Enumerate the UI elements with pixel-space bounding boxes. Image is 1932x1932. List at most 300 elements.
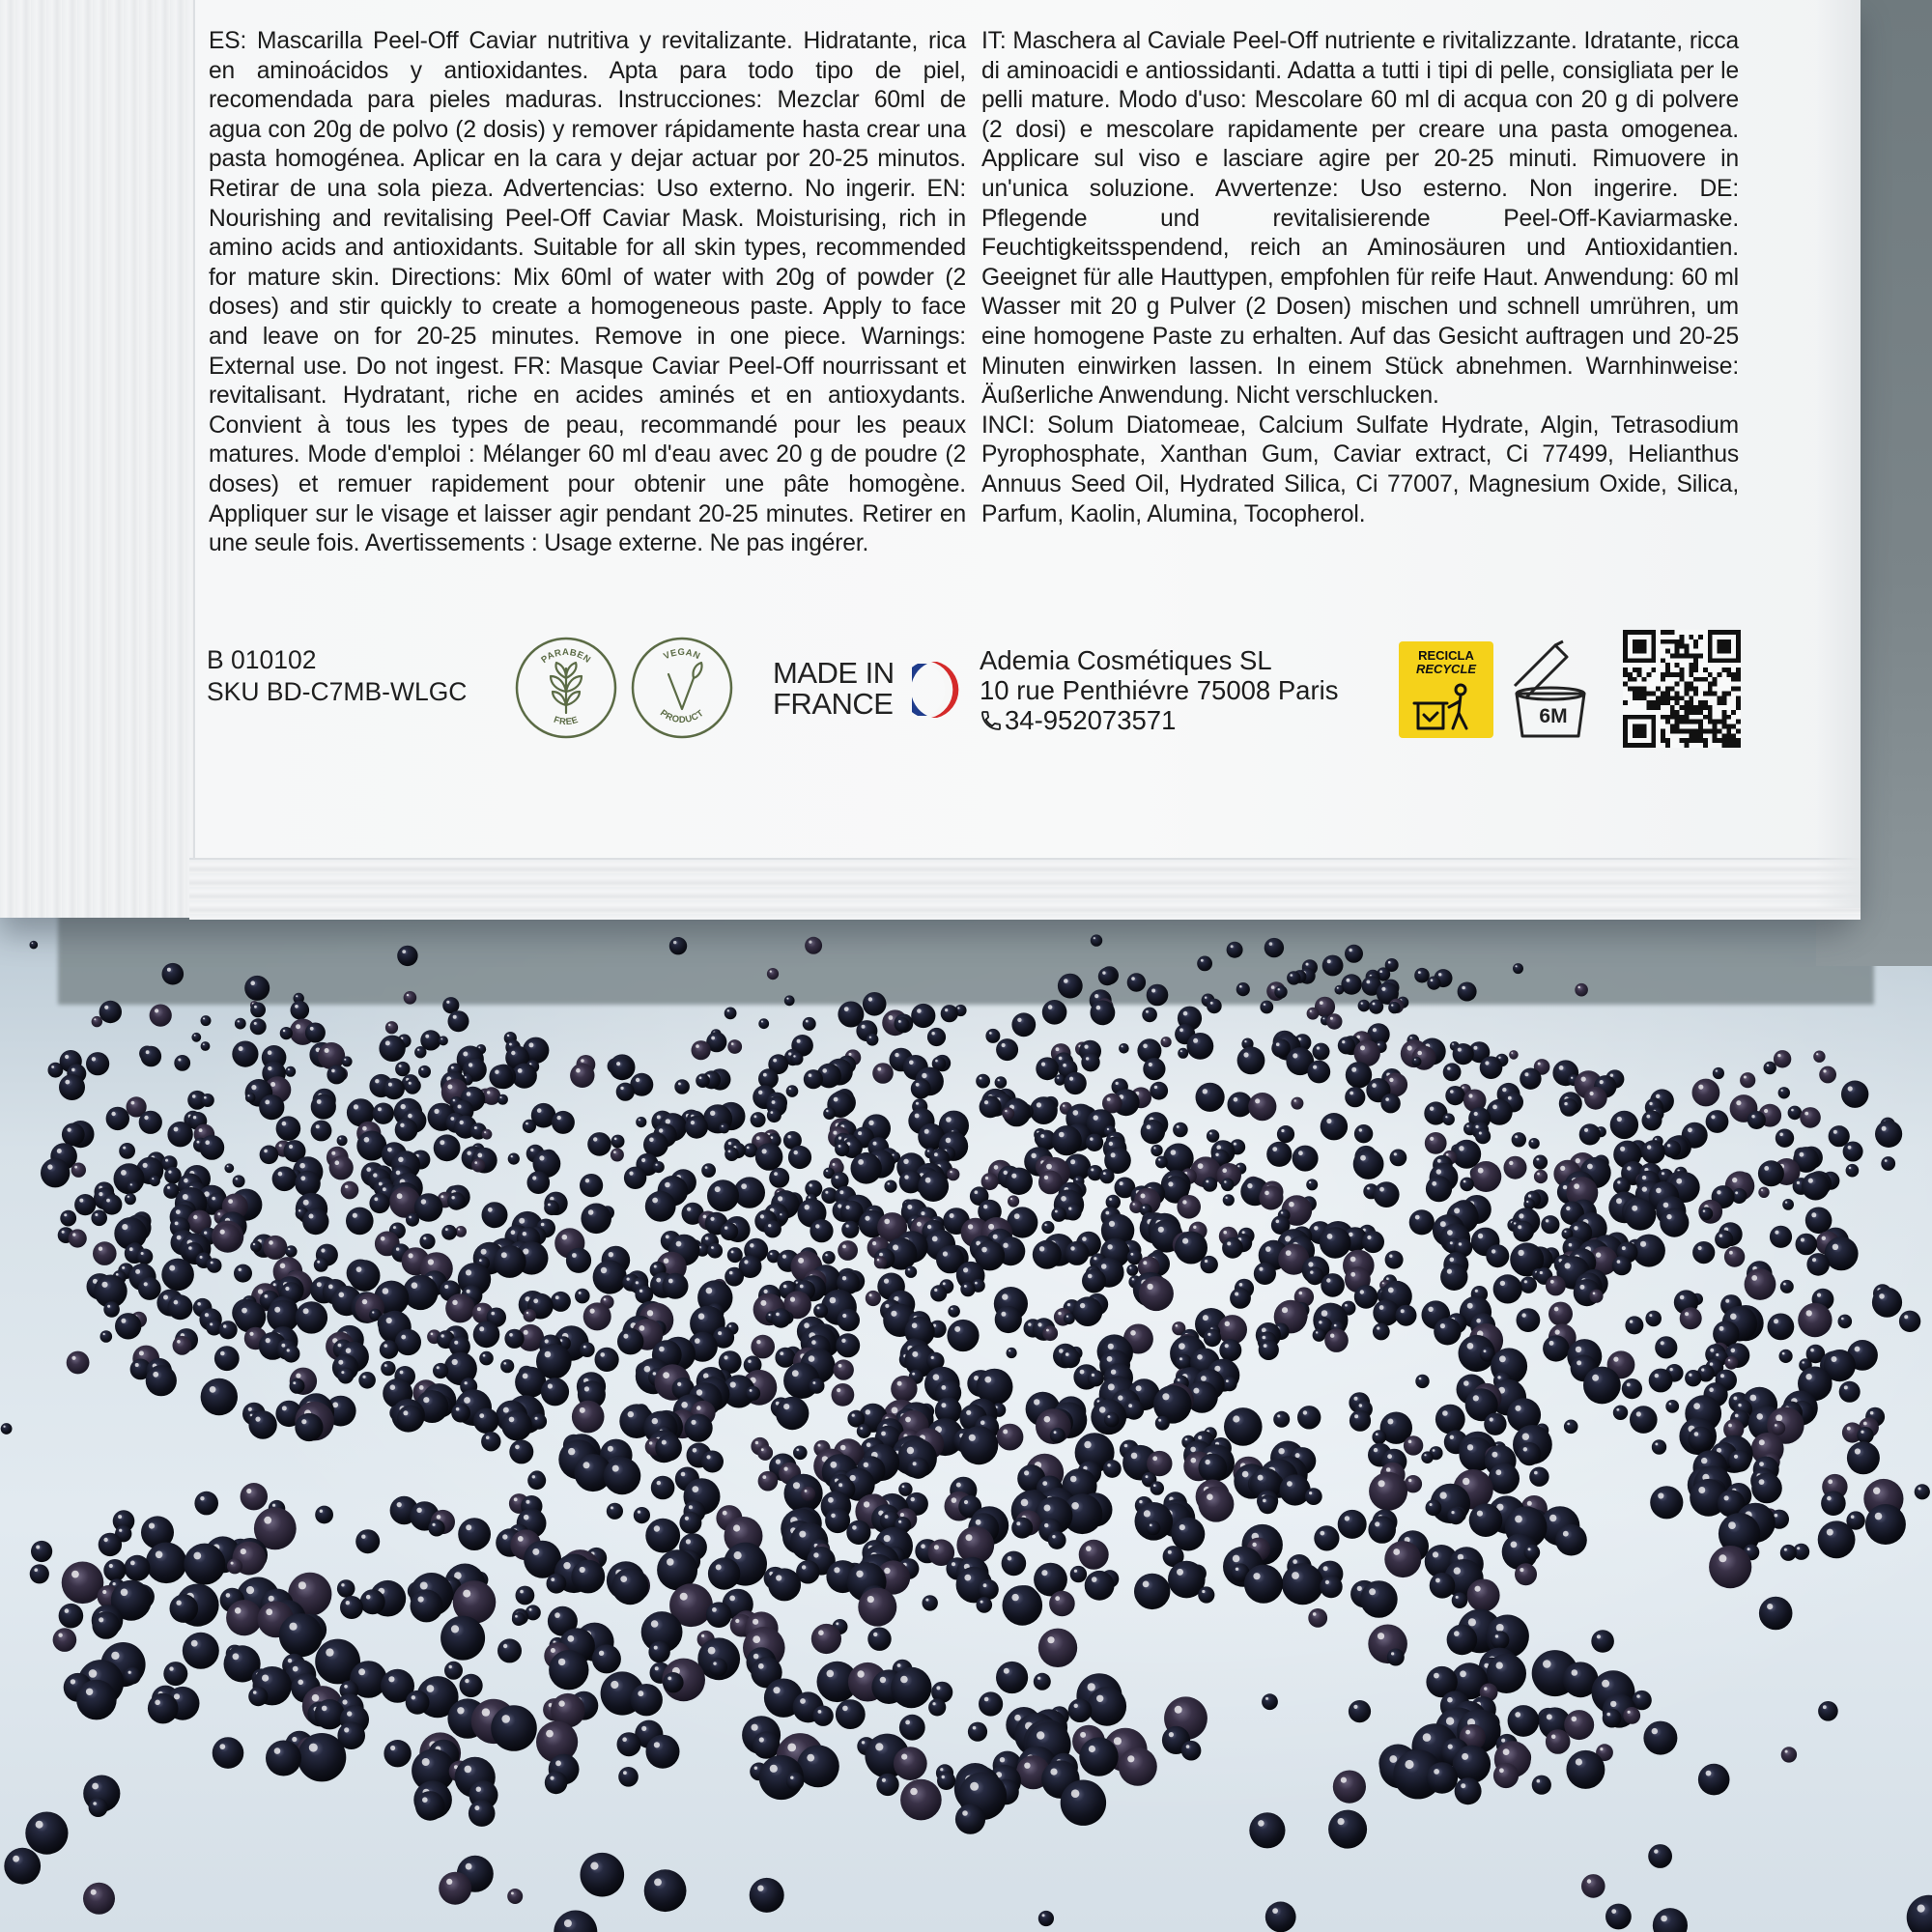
caviar-bead	[141, 1046, 162, 1067]
caviar-bead	[482, 1202, 508, 1228]
caviar-bead-highlight	[1193, 1226, 1196, 1229]
caviar-bead-highlight	[1827, 1529, 1833, 1536]
caviar-bead-highlight	[1272, 1147, 1277, 1151]
caviar-bead-highlight	[499, 1096, 501, 1098]
caviar-bead-highlight	[1447, 1697, 1453, 1703]
caviar-bead-highlight	[1239, 985, 1242, 988]
caviar-bead-highlight	[325, 1048, 329, 1053]
caviar-bead	[858, 1588, 896, 1627]
caviar-bead-highlight	[1183, 1011, 1188, 1016]
caviar-bead-highlight	[193, 1552, 201, 1560]
caviar-bead	[168, 1294, 193, 1320]
caviar-bead-highlight	[862, 1741, 865, 1744]
caviar-bead-highlight	[228, 1199, 233, 1204]
caviar-bead	[358, 1372, 376, 1389]
caviar-bead	[1579, 1123, 1601, 1145]
caviar-bead-highlight	[1394, 1152, 1397, 1155]
caviar-bead-highlight	[408, 1114, 412, 1119]
caviar-bead	[241, 1483, 268, 1510]
caviar-bead	[1224, 1407, 1263, 1446]
caviar-bead-highlight	[622, 1737, 627, 1742]
caviar-bead	[977, 1597, 993, 1613]
caviar-bead	[709, 1658, 727, 1676]
caviar-bead-highlight	[705, 1236, 708, 1239]
caviar-bead-highlight	[755, 1441, 758, 1444]
caviar-bead-highlight	[106, 1199, 110, 1203]
caviar-bead	[755, 1143, 783, 1171]
caviar-bead-highlight	[1044, 1224, 1046, 1226]
caviar-bead-highlight	[526, 1122, 528, 1125]
caviar-bead-highlight	[177, 1340, 181, 1344]
caviar-bead-highlight	[1885, 1159, 1888, 1162]
caviar-bead	[1642, 1110, 1662, 1130]
caviar-bead-highlight	[1564, 1102, 1567, 1105]
caviar-bead-highlight	[1063, 1105, 1065, 1107]
caviar-bead-highlight	[629, 1172, 633, 1176]
caviar-bead-highlight	[705, 1166, 708, 1169]
caviar-bead-highlight	[1467, 1303, 1473, 1309]
caviar-bead-highlight	[1454, 1208, 1460, 1213]
caviar-bead-highlight	[1500, 1281, 1505, 1286]
caviar-bead-highlight	[1357, 1586, 1362, 1591]
caviar-bead-highlight	[1048, 1005, 1053, 1009]
caviar-bead-highlight	[341, 1583, 344, 1586]
recycle-bin-icon	[1412, 682, 1480, 734]
caviar-bead-highlight	[1452, 1043, 1454, 1045]
caviar-bead-highlight	[1096, 1695, 1103, 1702]
caviar-bead-highlight	[1381, 987, 1385, 991]
caviar-bead	[663, 1273, 689, 1299]
caviar-bead-highlight	[1706, 1771, 1712, 1776]
caviar-bead-highlight	[1543, 1660, 1551, 1668]
caviar-bead	[1050, 1428, 1065, 1443]
caviar-bead-highlight	[830, 1462, 837, 1468]
caviar-bead-highlight	[1143, 1581, 1150, 1588]
caviar-bead-highlight	[898, 1520, 901, 1523]
caviar-bead-highlight	[753, 1635, 760, 1643]
caviar-bead-highlight	[1551, 1735, 1556, 1740]
caviar-bead-highlight	[1309, 1181, 1311, 1183]
caviar-bead-highlight	[869, 1293, 872, 1296]
caviar-bead-highlight	[375, 1079, 379, 1083]
caviar-bead-highlight	[879, 1253, 883, 1257]
caviar-bead-highlight	[58, 1634, 62, 1637]
caviar-bead	[276, 1116, 301, 1141]
caviar-bead	[930, 1285, 947, 1301]
caviar-bead	[631, 1684, 663, 1716]
caviar-bead-highlight	[1223, 1231, 1227, 1235]
caviar-bead-highlight	[798, 1258, 804, 1264]
caviar-bead-highlight	[1630, 1320, 1633, 1322]
caviar-bead	[41, 1158, 70, 1187]
caviar-bead-highlight	[952, 1562, 955, 1566]
caviar-bead-highlight	[295, 1005, 298, 1009]
caviar-bead	[1453, 1746, 1491, 1783]
caviar-bead-highlight	[1235, 1293, 1238, 1296]
caviar-bead	[1282, 1563, 1323, 1605]
caviar-bead-highlight	[1767, 1604, 1773, 1609]
caviar-bead	[635, 1286, 653, 1304]
caviar-bead	[92, 1016, 102, 1027]
caviar-bead-highlight	[877, 1259, 879, 1261]
caviar-bead	[83, 1883, 115, 1915]
caviar-bead-highlight	[1466, 1125, 1468, 1127]
caviar-bead	[244, 976, 270, 1001]
caviar-bead-highlight	[1642, 1176, 1646, 1179]
caviar-bead	[161, 1259, 194, 1292]
caviar-bead	[1086, 1134, 1103, 1151]
caviar-bead-highlight	[381, 1236, 385, 1241]
caviar-bead-highlight	[465, 1381, 468, 1384]
caviar-bead-highlight	[1293, 1053, 1297, 1058]
caviar-bead-highlight	[585, 1179, 589, 1182]
caviar-bead-highlight	[116, 1273, 119, 1276]
caviar-bead-highlight	[787, 1744, 796, 1752]
caviar-bead-highlight	[689, 1505, 693, 1509]
caviar-bead-highlight	[1401, 1309, 1405, 1313]
caviar-bead-highlight	[1448, 1745, 1453, 1749]
caviar-bead-highlight	[239, 1046, 243, 1051]
caviar-bead	[1308, 1608, 1327, 1628]
caviar-bead-highlight	[935, 1060, 938, 1063]
phone-icon	[980, 709, 1003, 732]
caviar-bead-highlight	[1136, 1385, 1142, 1391]
caviar-bead-highlight	[1091, 1168, 1094, 1171]
caviar-bead	[1806, 1253, 1830, 1276]
caviar-bead-highlight	[1059, 1057, 1063, 1061]
caviar-bead-highlight	[1694, 1432, 1699, 1436]
caviar-bead-highlight	[99, 1247, 102, 1251]
caviar-bead-highlight	[1440, 1323, 1445, 1328]
caviar-bead-highlight	[131, 1101, 135, 1105]
caviar-bead-highlight	[583, 1462, 590, 1468]
caviar-bead	[337, 1579, 355, 1598]
caviar-bead-highlight	[1011, 1174, 1016, 1179]
caviar-bead-highlight	[476, 1787, 481, 1792]
caviar-bead-highlight	[1269, 942, 1273, 946]
caviar-bead	[811, 1624, 841, 1654]
caviar-bead-highlight	[1462, 986, 1465, 990]
caviar-bead-highlight	[111, 1652, 119, 1660]
caviar-bead	[74, 1194, 96, 1215]
caviar-bead-highlight	[893, 1154, 895, 1156]
caviar-bead-highlight	[975, 1282, 978, 1285]
caviar-bead-highlight	[680, 1593, 688, 1601]
caviar-bead-highlight	[1326, 1119, 1331, 1123]
caviar-bead	[1818, 1520, 1856, 1558]
caviar-bead-highlight	[1538, 1063, 1541, 1065]
caviar-bead	[1088, 1370, 1104, 1386]
caviar-bead	[653, 1161, 665, 1173]
caviar-bead-highlight	[422, 1797, 428, 1803]
caviar-bead-highlight	[199, 1128, 203, 1132]
caviar-bead-highlight	[1496, 1624, 1504, 1632]
caviar-bead-highlight	[1617, 1117, 1622, 1122]
caviar-bead-highlight	[810, 1183, 812, 1186]
caviar-bead-highlight	[1086, 1057, 1089, 1060]
caviar-bead-highlight	[557, 1116, 561, 1120]
caviar-bead-highlight	[792, 1370, 799, 1377]
caviar-bead	[1104, 1412, 1120, 1428]
caviar-bead	[1768, 1314, 1795, 1341]
caviar-bead-highlight	[1719, 1326, 1724, 1331]
caviar-bead	[167, 1122, 192, 1147]
caviar-bead	[507, 1889, 523, 1904]
caviar-bead-highlight	[838, 1137, 841, 1140]
caviar-bead	[724, 1008, 737, 1020]
caviar-bead	[434, 1134, 461, 1161]
caviar-bead-highlight	[400, 1123, 404, 1127]
caviar-bead	[139, 1111, 162, 1134]
caviar-bead-highlight	[1571, 1077, 1573, 1079]
caviar-bead	[385, 1021, 398, 1034]
caviar-bead-highlight	[1293, 1559, 1297, 1564]
caviar-bead-highlight	[936, 1686, 940, 1690]
caviar-bead	[439, 1036, 448, 1045]
caviar-bead-highlight	[860, 1427, 863, 1430]
caviar-bead-highlight	[1669, 1403, 1671, 1405]
caviar-bead	[767, 1108, 781, 1122]
caviar-bead	[497, 1094, 508, 1105]
caviar-bead-highlight	[1050, 1769, 1057, 1776]
caviar-bead-highlight	[693, 1448, 697, 1453]
caviar-bead	[1435, 1405, 1465, 1435]
caviar-bead-highlight	[1253, 1573, 1260, 1579]
caviar-bead-highlight	[1904, 1315, 1908, 1319]
caviar-bead	[1751, 1473, 1782, 1504]
caviar-bead-highlight	[834, 1097, 838, 1102]
caviar-bead-highlight	[776, 1460, 781, 1464]
caviar-bead-highlight	[1528, 1194, 1531, 1197]
caviar-bead-highlight	[176, 1601, 181, 1605]
caviar-bead-highlight	[1239, 1283, 1243, 1287]
caviar-bead-highlight	[1003, 1243, 1008, 1248]
caviar-bead-highlight	[616, 1062, 620, 1065]
caviar-bead-highlight	[235, 1607, 242, 1614]
caviar-bead	[1041, 1221, 1054, 1234]
caviar-bead-highlight	[1528, 1548, 1531, 1550]
caviar-bead	[1126, 1264, 1138, 1276]
caviar-bead-highlight	[1498, 1057, 1500, 1059]
caviar-bead	[93, 1241, 117, 1265]
caviar-bead-highlight	[298, 1209, 300, 1211]
caviar-bead-highlight	[1070, 1476, 1077, 1483]
caviar-bead-highlight	[474, 1161, 477, 1164]
caviar-bead	[1088, 1687, 1127, 1726]
caviar-bead-highlight	[692, 1486, 698, 1492]
caviar-bead	[1141, 1120, 1165, 1144]
caviar-bead	[1455, 1777, 1482, 1804]
caviar-bead-highlight	[1563, 1185, 1567, 1189]
caviar-bead	[1699, 1208, 1713, 1221]
caviar-bead-highlight	[1004, 1171, 1008, 1175]
caviar-bead	[1002, 1107, 1014, 1120]
caviar-bead-highlight	[1154, 1086, 1157, 1089]
caviar-bead-highlight	[285, 1287, 289, 1291]
caviar-bead-highlight	[1467, 1444, 1473, 1450]
caviar-bead-highlight	[780, 1213, 781, 1215]
caviar-bead-highlight	[316, 1124, 320, 1128]
caviar-bead-highlight	[1844, 1385, 1848, 1389]
caviar-bead	[1030, 1096, 1058, 1124]
caviar-bead-highlight	[1243, 1052, 1248, 1057]
caviar-bead-highlight	[366, 1595, 371, 1600]
caviar-bead-highlight	[1418, 971, 1421, 974]
caviar-bead-highlight	[838, 1204, 841, 1208]
caviar-bead-highlight	[463, 1590, 470, 1598]
caviar-bead-highlight	[431, 1333, 434, 1336]
caviar-bead-highlight	[881, 1432, 886, 1436]
caviar-bead-highlight	[227, 1165, 229, 1167]
caviar-bead-highlight	[812, 1381, 815, 1384]
caviar-bead-highlight	[503, 1407, 509, 1413]
caviar-bead	[4, 1848, 41, 1885]
caviar-bead-highlight	[750, 1389, 753, 1392]
caviar-bead	[213, 1224, 241, 1251]
caviar-bead-highlight	[1378, 1043, 1379, 1045]
caviar-bead-highlight	[811, 1340, 816, 1345]
caviar-bead-highlight	[718, 1331, 722, 1335]
caviar-bead	[1467, 1579, 1500, 1612]
caviar-bead-highlight	[1197, 1354, 1203, 1360]
caviar-bead-highlight	[1515, 1712, 1520, 1718]
caviar-bead-highlight	[374, 1197, 378, 1201]
caviar-bead-highlight	[1105, 1211, 1109, 1215]
caviar-bead-highlight	[744, 1260, 748, 1264]
caviar-bead-highlight	[1107, 1463, 1110, 1466]
caviar-bead	[245, 1093, 256, 1103]
caviar-bead-highlight	[1016, 1521, 1020, 1525]
caviar-bead	[611, 1135, 625, 1149]
caviar-bead-highlight	[1611, 1909, 1616, 1914]
caviar-bead-highlight	[641, 1158, 645, 1162]
caviar-bead-highlight	[1518, 1225, 1521, 1229]
caviar-bead-highlight	[342, 1699, 347, 1704]
caviar-bead-highlight	[440, 1334, 443, 1337]
caviar-bead	[1780, 1545, 1797, 1561]
caviar-bead	[314, 1258, 328, 1272]
caviar-bead-highlight	[774, 1172, 778, 1176]
caviar-bead	[692, 1040, 711, 1060]
caviar-bead	[1085, 1571, 1115, 1601]
caviar-bead-highlight	[1782, 1352, 1785, 1355]
caviar-bead-highlight	[1423, 1733, 1432, 1742]
caviar-bead-highlight	[1216, 1145, 1221, 1150]
caviar-bead	[1427, 977, 1440, 990]
caviar-bead	[663, 1672, 683, 1692]
caviar-bead-highlight	[710, 1111, 715, 1116]
caviar-bead-highlight	[1446, 1153, 1449, 1156]
caviar-bead	[587, 1132, 611, 1156]
caviar-bead-highlight	[932, 1236, 938, 1242]
caviar-bead-highlight	[1574, 1183, 1579, 1189]
caviar-bead-highlight	[1107, 1097, 1111, 1101]
caviar-bead-highlight	[1701, 1368, 1704, 1371]
caviar-bead-highlight	[802, 1565, 806, 1569]
caviar-bead	[1560, 1098, 1578, 1117]
caviar-bead-highlight	[353, 1213, 357, 1218]
caviar-bead-highlight	[756, 1136, 760, 1140]
caviar-bead-highlight	[247, 1094, 249, 1096]
caviar-bead-highlight	[1258, 1820, 1264, 1827]
caviar-bead-highlight	[1074, 1704, 1078, 1708]
caviar-bead	[1324, 1328, 1349, 1352]
caviar-bead	[482, 1129, 493, 1140]
caviar-bead-highlight	[514, 1497, 518, 1501]
caviar-bead	[250, 1240, 262, 1252]
caviar-bead-highlight	[1823, 1069, 1826, 1072]
caviar-bead	[1151, 1145, 1162, 1156]
caviar-bead-highlight	[296, 1024, 300, 1029]
caviar-bead-highlight	[1374, 1448, 1378, 1452]
caviar-bead-highlight	[1143, 1044, 1148, 1049]
caviar-bead	[1321, 1273, 1345, 1297]
caviar-bead-highlight	[466, 1863, 472, 1870]
caviar-bead-highlight	[1179, 1357, 1182, 1360]
caviar-bead-highlight	[1111, 1370, 1116, 1375]
caviar-bead-highlight	[266, 1608, 272, 1615]
caviar-bead	[1333, 1771, 1366, 1804]
caviar-bead-highlight	[925, 1599, 928, 1602]
caviar-bead-highlight	[1263, 1499, 1266, 1503]
caviar-bead-highlight	[654, 1265, 657, 1268]
caviar-bead	[346, 1208, 374, 1236]
caviar-bead	[674, 1079, 690, 1094]
caviar-bead-highlight	[409, 1216, 412, 1219]
caviar-bead	[1843, 1142, 1863, 1162]
caviar-bead	[1177, 1195, 1201, 1219]
caviar-bead	[146, 1365, 177, 1396]
caviar-bead-highlight	[934, 1289, 937, 1292]
caviar-bead	[1061, 1780, 1106, 1826]
caviar-bead	[767, 968, 779, 980]
caviar-bead-highlight	[572, 1253, 577, 1258]
caviar-bead	[1513, 1221, 1534, 1242]
caviar-bead-highlight	[1289, 1202, 1294, 1208]
caviar-bead-highlight	[346, 1348, 352, 1353]
caviar-bead-highlight	[723, 1511, 727, 1516]
caviar-bead-highlight	[388, 1676, 394, 1682]
caviar-bead	[174, 1055, 190, 1071]
caviar-bead-highlight	[362, 1299, 367, 1304]
caviar-bead	[1350, 1410, 1371, 1432]
caviar-bead-highlight	[1326, 1278, 1330, 1282]
caviar-bead-highlight	[155, 1009, 158, 1012]
caviar-bead-highlight	[1518, 1250, 1523, 1256]
caviar-bead-highlight	[1515, 1135, 1518, 1138]
caviar-bead-highlight	[1373, 1003, 1376, 1006]
caviar-bead-highlight	[1321, 1310, 1328, 1317]
caviar-bead-highlight	[364, 1137, 370, 1143]
caviar-bead-highlight	[776, 1575, 781, 1580]
caviar-bead-highlight	[452, 1300, 457, 1305]
caviar-bead-highlight	[729, 1596, 735, 1602]
caviar-bead	[617, 1732, 641, 1756]
caviar-bead-highlight	[254, 1022, 257, 1025]
caviar-bead-highlight	[432, 1523, 435, 1526]
caviar-bead-highlight	[509, 1043, 512, 1046]
caviar-bead	[547, 1574, 567, 1594]
caviar-bead	[259, 1094, 284, 1120]
caviar-bead-highlight	[1201, 1376, 1207, 1381]
caviar-bead	[439, 1872, 471, 1905]
caviar-bead-highlight	[623, 1334, 628, 1339]
caviar-bead	[1745, 1268, 1776, 1300]
caviar-bead-highlight	[401, 1104, 406, 1109]
caviar-bead-highlight	[981, 1247, 987, 1253]
caviar-bead	[1440, 1264, 1467, 1291]
caviar-bead-highlight	[809, 1196, 810, 1198]
